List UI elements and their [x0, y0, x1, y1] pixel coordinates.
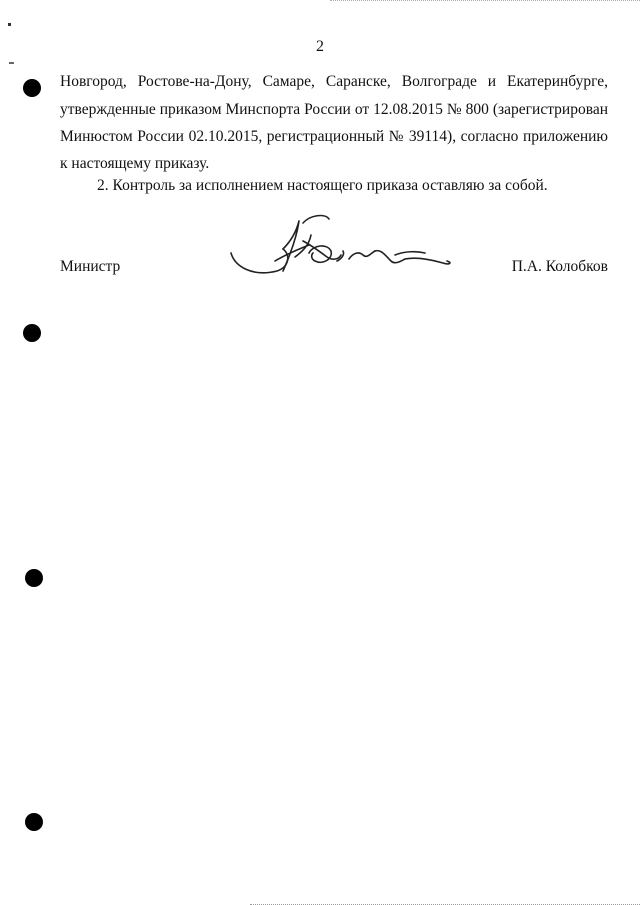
page-number: 2	[316, 38, 324, 55]
scan-top-edge	[330, 0, 640, 3]
scan-speck	[8, 23, 11, 26]
handwritten-signature	[225, 205, 460, 285]
punch-hole	[25, 813, 43, 831]
scan-speck	[9, 62, 14, 64]
paragraph-item-2: 2. Контроль за исполнением настоящего приказа оставляю за собой.	[97, 177, 548, 194]
punch-hole	[23, 79, 41, 97]
signatory-name: П.А. Колобков	[511, 258, 608, 275]
signatory-title: Министр	[60, 258, 121, 275]
paragraph-line: утвержденные приказом Минспорта России от 12.08.2015 № 800 (зарегистрирован	[60, 101, 608, 118]
paragraph-line: к настоящему приказу.	[60, 155, 210, 172]
punch-hole	[25, 569, 43, 587]
paragraph-line: Минюстом России 02.10.2015, регистрационный № 39114), согласно приложению	[60, 128, 608, 145]
punch-hole	[23, 324, 41, 342]
paragraph-line: Новгород, Ростове-на-Дону, Самаре, Саранске, Волгограде и Екатеринбурге,	[60, 73, 608, 90]
